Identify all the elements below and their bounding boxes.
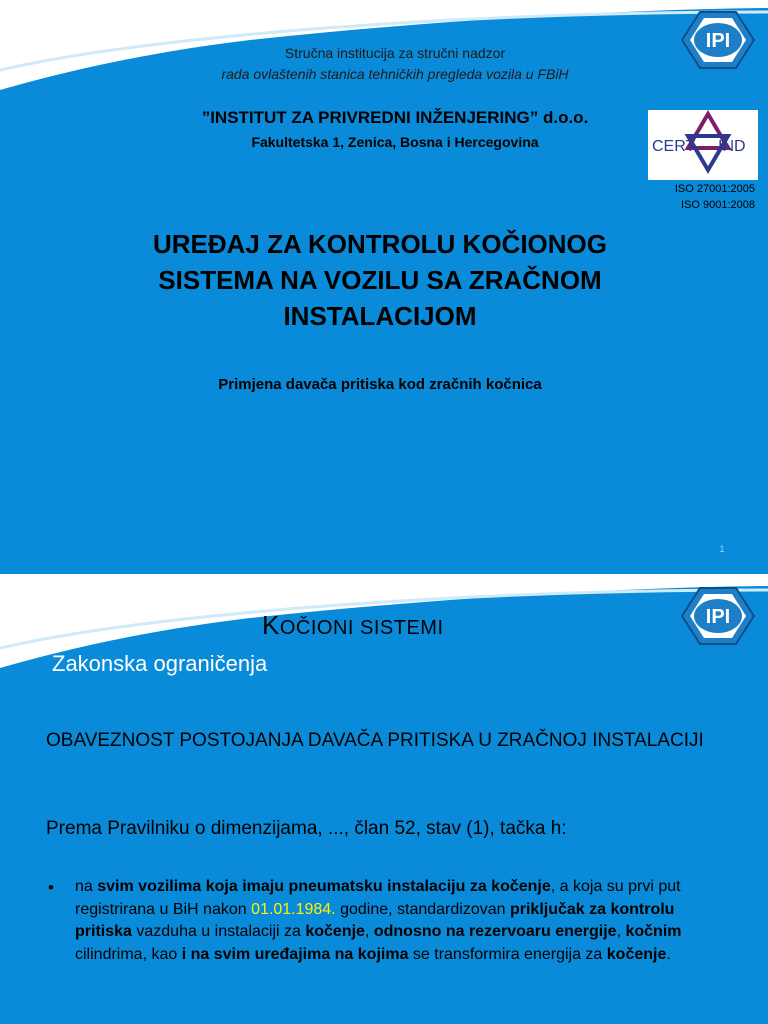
slide-title <box>60 226 700 334</box>
iso-9001: ISO 9001:2008 <box>680 199 755 211</box>
text-run: , <box>364 923 374 940</box>
text-run-bold: i na svim uređajima na kojima <box>181 945 409 963</box>
regulation-text <box>75 876 735 966</box>
bullet-marker: • <box>48 878 54 897</box>
institute-address: Fakultetska 1, Zenica, Bosna i Hercegovina <box>251 134 539 150</box>
text-run-bold: priključak za kontrolu pritiska <box>75 900 675 940</box>
header-line-2: rada ovlaštenih stanica tehničkih pregleda vozila u FBiH <box>221 66 569 82</box>
text-run: godine, standardizovan <box>335 900 510 918</box>
slide-title <box>262 610 444 641</box>
ipi-logo-icon <box>680 584 756 648</box>
svg-text:IPI: IPI <box>705 606 731 628</box>
text-run: . <box>666 945 671 963</box>
header-line-1: Stručna institucija za stručni nadzor <box>284 45 506 61</box>
text-run-bold: kočenje <box>606 945 667 963</box>
text-run-bold: kočnim <box>625 923 682 940</box>
regulation-reference: Prema Pravilniku o dimenzijama, ..., član 52, stav (1), tačka h: <box>46 818 567 839</box>
text-run: , a koja su prvi put registrirana u BiH nakon <box>75 878 681 918</box>
title-rest: OČIONI SISTEMI <box>279 617 444 639</box>
svg-text:IND: IND <box>718 138 746 155</box>
text-run: , <box>616 923 626 940</box>
certind-logo <box>648 110 758 180</box>
title-first-letter: K <box>262 610 280 640</box>
title-line-3: INSTALACIJOM <box>283 301 477 331</box>
text-run: se transformira energija za <box>408 945 607 963</box>
slide-subtitle: Primjena davača pritiska kod zračnih kočnica <box>218 376 542 393</box>
page-number: 1 <box>719 544 725 554</box>
text-run: cilindrima, kao <box>75 945 182 963</box>
svg-text:IPI: IPI <box>705 30 731 52</box>
text-run-bold: svim vozilima koja imaju pneumatsku instalaciju za kočenje <box>97 878 551 895</box>
text-run-bold: odnosno na rezervoaru energije <box>373 923 617 940</box>
text-run: na <box>75 878 98 895</box>
certind-logo-icon <box>648 110 758 180</box>
iso-27001: ISO 27001:2005 <box>674 183 755 195</box>
section-heading: Zakonska ograničenja <box>52 651 268 676</box>
title-line-1: UREĐAJ ZA KONTROLU KOČIONOG <box>152 229 608 259</box>
text-run: vazduha u instalaciji za <box>131 923 306 940</box>
institute-name: ”INSTITUT ZA PRIVREDNI INŽENJERING” d.o.o. <box>201 108 589 127</box>
text-run-bold: kočenje <box>305 923 365 940</box>
svg-text:CERT: CERT <box>652 138 696 155</box>
requirement-heading: OBAVEZNOST POSTOJANJA DAVAČA PRITISKA U ZRAČNOJ INSTALACIJI <box>46 730 704 751</box>
slide-2 <box>0 578 768 1024</box>
date-highlight: 01.01.1984. <box>251 900 336 918</box>
title-line-2: SISTEMA NA VOZILU SA ZRAČNOM <box>158 265 602 295</box>
ipi-logo-icon <box>680 8 756 72</box>
